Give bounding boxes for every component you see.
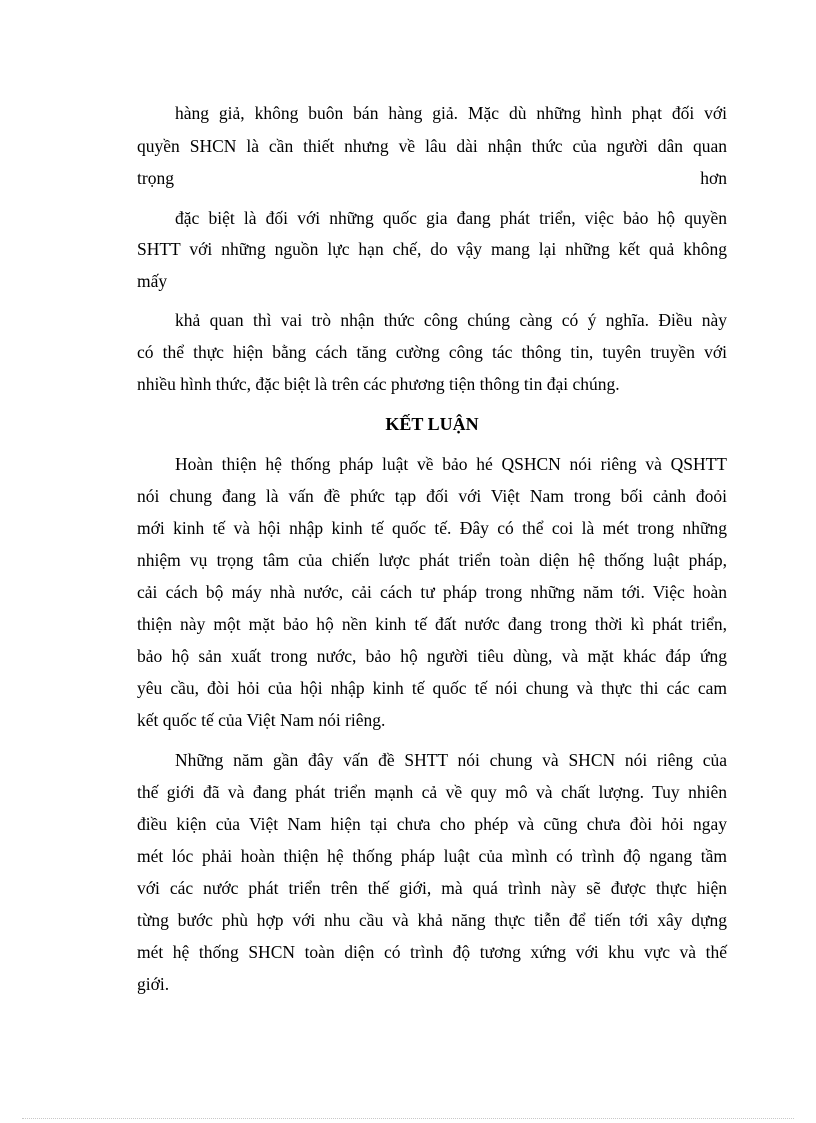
text-line: cải cách bộ máy nhà nước, cải cách tư pháp trong những năm tới. Việc hoàn: [137, 582, 727, 602]
text-line: hàng giả, không buôn bán hàng giả. Mặc dù những hình phạt đối với: [175, 103, 727, 123]
section-heading: KẾT LUẬN: [385, 414, 479, 434]
text-line: trọng hơn: [137, 168, 727, 188]
text-line: SHTT với những nguồn lực hạn chế, do vậy mang lại những kết quả không: [137, 239, 727, 259]
text-line: mấy: [137, 271, 168, 291]
text-line: giới.: [137, 974, 170, 994]
text-line: nhiều hình thức, đặc biệt là trên các phương tiện thông tin đại chúng.: [137, 374, 620, 394]
text-line: thiện này một mặt bảo hộ nền kinh tế đất nước đang trong thời kì phát triển,: [137, 614, 727, 634]
text-line: điều kiện của Việt Nam hiện tại chưa cho phép và cũng chưa đòi hỏi ngay: [137, 814, 727, 834]
text-line: có thể thực hiện bằng cách tăng cường công tác thông tin, tuyên truyền với: [137, 342, 727, 362]
text-line: đặc biệt là đối với những quốc gia đang phát triển, việc bảo hộ quyền: [175, 208, 727, 228]
text-line: nhiệm vụ trọng tâm của chiến lược phát triển toàn diện hệ thống luật pháp,: [137, 550, 727, 570]
text-line: quyền SHCN là cần thiết nhưng về lâu dài nhận thức của người dân quan: [137, 136, 727, 156]
text-line: Những năm gần đây vấn đề SHTT nói chung và SHCN nói riêng của: [175, 750, 727, 770]
text-line: với các nước phát triển trên thế giới, mà quá trình này sẽ được thực hiện: [137, 878, 727, 898]
text-line: Hoàn thiện hệ thống pháp luật về bảo hé QSHCN nói riêng và QSHTT: [175, 454, 727, 474]
text-line: thế giới đã và đang phát triển mạnh cả về quy mô và chất lượng. Tuy nhiên: [137, 782, 727, 802]
text-line: từng bước phù hợp với nhu cầu và khả năng thực tiễn để tiến tới xây dựng: [137, 910, 727, 930]
text-line: mới kinh tế và hội nhập kinh tế quốc tế. Đây có thể coi là mét trong những: [137, 518, 727, 538]
text-line: kết quốc tế của Việt Nam nói riêng.: [137, 710, 386, 730]
text-line: bảo hộ sản xuất trong nước, bảo hộ người tiêu dùng, và mặt khác đáp ứng: [137, 646, 727, 666]
text-line: nói chung đang là vấn đề phức tạp đối với Việt Nam trong bối cảnh đoỏi: [137, 486, 727, 506]
text-line: mét lóc phải hoàn thiện hệ thống pháp luật của mình có trình độ ngang tầm: [137, 846, 727, 866]
text-line: khả quan thì vai trò nhận thức công chúng càng có ý nghĩa. Điều này: [175, 310, 727, 330]
text-line: mét hệ thống SHCN toàn diện có trình độ tương xứng với khu vực và thế: [137, 942, 727, 962]
page-bottom-divider: [22, 1118, 794, 1119]
text-line: yêu cầu, đòi hỏi của hội nhập kinh tế quốc tế nói chung và thực thi các cam: [137, 678, 727, 698]
